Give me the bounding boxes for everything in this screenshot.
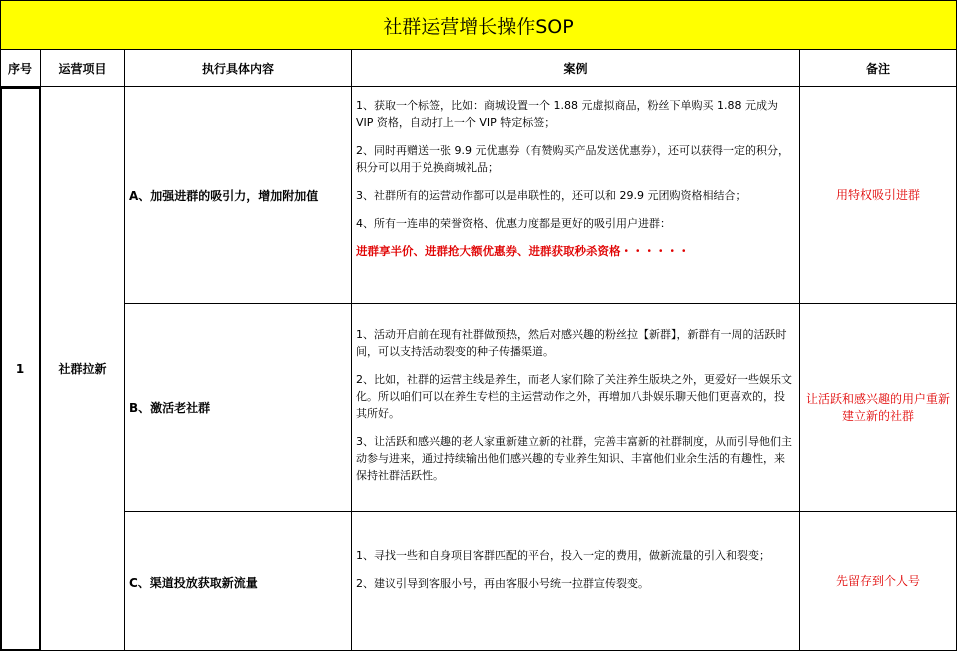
header-content[interactable]: 执行具体内容	[125, 50, 352, 87]
case-a-line-3: 3、社群所有的运营动作都可以是串联性的，还可以和 29.9 元团购资格相结合；	[356, 189, 747, 202]
case-c-line-1: 1、寻找一些和自身项目客群匹配的平台，投入一定的费用，做新流量的引入和裂变；	[356, 549, 770, 562]
content-cell-b[interactable]: B、激活老社群	[125, 304, 352, 512]
sheet-title[interactable]: 社群运营增长操作SOP	[0, 0, 957, 50]
content-cell-a[interactable]: A、加强进群的吸引力，增加附加值	[125, 87, 352, 304]
note-cell-b[interactable]: 让活跃和感兴趣的用户重新建立新的社群	[800, 304, 957, 512]
header-note[interactable]: 备注	[800, 50, 957, 87]
case-a-line-4: 4、所有一连串的荣誉资格、优惠力度都是更好的吸引用户进群：	[356, 217, 671, 230]
case-a-line-1: 1、获取一个标签，比如：商城设置一个 1.88 元虚拟商品，粉丝下单购买 1.88 元成为 VIP 资格，自动打上一个 VIP 特定标签；	[356, 99, 778, 129]
row-number-cell[interactable]: 1	[0, 87, 41, 651]
note-cell-c[interactable]: 先留存到个人号	[800, 512, 957, 651]
case-b-line-3: 3、让活跃和感兴趣的老人家重新建立新的社群，完善丰富新的社群制度，从而引导他们主动参与进来，通过持续输出他们感兴趣的专业养生知识、丰富他们业余生活的有趣性，来保持社群活跃性。	[356, 435, 792, 482]
case-b-line-1: 1、活动开启前在现有社群做预热，然后对感兴趣的粉丝拉【新群】，新群有一周的活跃时间，可以支持活动裂变的种子传播渠道。	[356, 328, 787, 358]
header-no[interactable]: 序号	[0, 50, 41, 87]
project-cell[interactable]: 社群拉新	[41, 87, 125, 651]
note-cell-a[interactable]: 用特权吸引进群	[800, 87, 957, 304]
case-cell-b[interactable]	[352, 304, 800, 512]
case-c-line-2: 2、建议引导到客服小号，再由客服小号统一拉群宣传裂变。	[356, 577, 649, 590]
left-border	[0, 50, 1, 651]
case-a-highlight: 进群享半价、进群抢大额优惠券、进群获取秒杀资格・・・・・・	[356, 244, 690, 258]
case-b-line-2: 2、比如，社群的运营主线是养生，而老人家们除了关注养生版块之外，更爱好一些娱乐文化。所以咱们可以在养生专栏的主运营动作之外，再增加八卦娱乐聊天他们更喜欢的，投其所好。	[356, 373, 792, 420]
case-cell-a[interactable]	[352, 87, 800, 304]
header-project[interactable]: 运营项目	[41, 50, 125, 87]
header-case[interactable]: 案例	[352, 50, 800, 87]
case-a-line-2: 2、同时再赠送一张 9.9 元优惠券（有赞购买产品发送优惠券），还可以获得一定的积分，积分可以用于兑换商城礼品；	[356, 144, 789, 174]
content-cell-c[interactable]: C、渠道投放获取新流量	[125, 512, 352, 651]
case-cell-c[interactable]	[352, 512, 800, 651]
